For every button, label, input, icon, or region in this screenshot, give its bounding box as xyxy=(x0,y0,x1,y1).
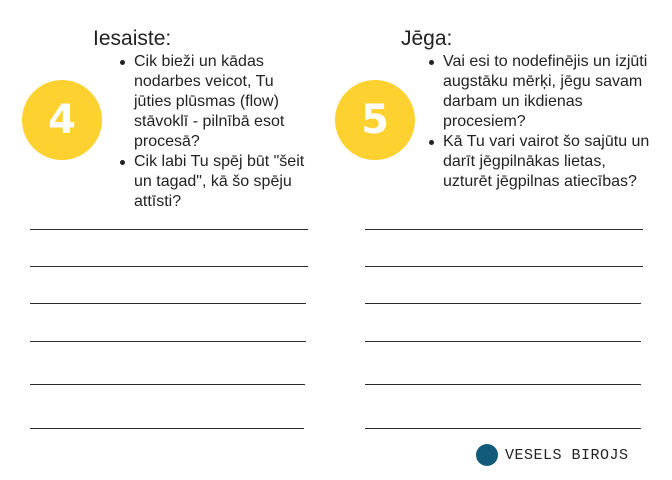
brand-name: VESELS BIROJS xyxy=(505,446,629,464)
number-badge xyxy=(22,80,102,160)
answer-line xyxy=(30,266,308,267)
section-title: Iesaiste: xyxy=(93,27,172,50)
answer-line xyxy=(365,303,641,304)
answer-line xyxy=(30,341,306,342)
question-list xyxy=(116,52,311,212)
number-label: 4 xyxy=(48,97,76,143)
answer-line xyxy=(365,266,643,267)
question-item: Kā Tu vari vairot šo sajūtu un darīt jēgpilnākas lietas, uzturēt jēgpilnas atiecības? xyxy=(425,132,655,192)
question-item: Vai esi to nodefinējis un izjūti augstāku mērķi, jēgu savam darbam un ikdienas procesiem? xyxy=(425,52,655,132)
answer-line xyxy=(30,428,304,429)
answer-line xyxy=(30,384,305,385)
answer-line xyxy=(365,341,641,342)
answer-line xyxy=(30,303,306,304)
question-list xyxy=(425,52,655,192)
answer-line xyxy=(30,229,308,230)
answer-line xyxy=(365,229,643,230)
number-badge xyxy=(335,80,415,160)
circle-dot-icon xyxy=(476,444,498,466)
section-title: Jēga: xyxy=(401,27,453,50)
number-label: 5 xyxy=(361,97,389,143)
answer-line xyxy=(365,384,641,385)
question-item: Cik labi Tu spēj būt "šeit un tagad", kā šo spēju attīsti? xyxy=(116,152,311,212)
brand-logo xyxy=(476,444,629,466)
answer-line xyxy=(365,428,641,429)
question-item: Cik bieži un kādas nodarbes veicot, Tu jūties plūsmas (flow) stāvoklī - pilnībā esot procesā? xyxy=(116,52,311,152)
